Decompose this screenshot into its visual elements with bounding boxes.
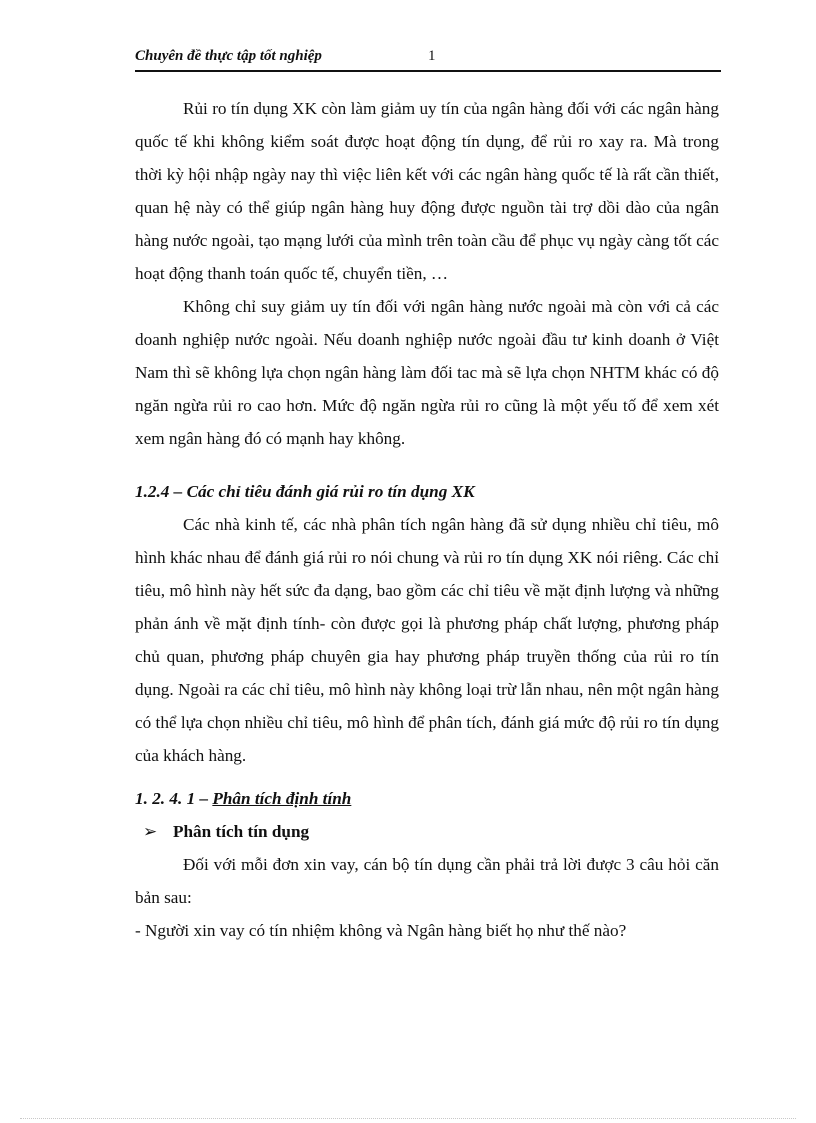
spacer bbox=[135, 772, 719, 782]
spacer bbox=[135, 455, 719, 475]
paragraph-question-1: - Người xin vay có tín nhiệm không và Ngân hàng biết họ như thế nào? bbox=[135, 921, 627, 940]
document-body bbox=[135, 92, 719, 947]
page-number: 1 bbox=[428, 48, 436, 64]
paragraph-credit-risk-reputation: Rủi ro tín dụng XK còn làm giảm uy tín của ngân hàng đối với các ngân hàng quốc tế khi không kiểm soát được hoạt động tín dụng, để rủi ro xay ra. Mà trong thời kỳ hội nhập ngày nay thì việc liên kết với các ngân hàng quốc tế là rất cần thiết, quan hệ này có thể giúp ngân hàng huy động được nguồn tài trợ dồi dào của ngân hàng nước ngoài, tạo mạng lưới của mình trên toàn cầu để phục vụ ngày càng tốt các hoạt động thanh toán quốc tế, chuyển tiền, … bbox=[135, 99, 719, 283]
section-heading: 1.2.4 – Các chỉ tiêu đánh giá rủi ro tín dụng XK bbox=[135, 482, 475, 501]
subsection-label: Phân tích định tính bbox=[212, 789, 352, 808]
subsection-number: 1. 2. 4. 1 – bbox=[135, 789, 213, 808]
bullet-text: Phân tích tín dụng bbox=[173, 822, 310, 841]
arrow-bullet-icon: ➢ bbox=[143, 822, 158, 841]
paragraph-foreign-enterprises: Không chỉ suy giảm uy tín đối với ngân hàng nước ngoài mà còn với cả các doanh nghiệp nước ngoài. Nếu doanh nghiệp nước ngoài đầu tư kinh doanh ở Việt Nam thì sẽ không lựa chọn ngân hàng làm đối tac mà sẽ lựa chọn NHTM khác có độ ngăn ngừa rủi ro cao hơn. Mức độ ngăn ngừa rủi ro cũng là một yếu tố để xem xét xem ngân hàng đó có mạnh hay không. bbox=[135, 297, 719, 448]
bullet-credit-analysis bbox=[135, 815, 719, 848]
page-header bbox=[135, 46, 721, 72]
header-title: Chuyên đề thực tập tốt nghiệp bbox=[135, 48, 322, 64]
subsection-heading bbox=[135, 782, 719, 815]
paragraph-loan-questions: Đối với mỗi đơn xin vay, cán bộ tín dụng cần phải trả lời được 3 câu hỏi căn bản sau: bbox=[135, 855, 719, 907]
page-bottom-border bbox=[20, 1118, 796, 1119]
paragraph-risk-indicators: Các nhà kinh tế, các nhà phân tích ngân hàng đã sử dụng nhiều chỉ tiêu, mô hình khác nhau để đánh giá rủi ro nói chung và rủi ro tín dụng XK nói riêng. Các chỉ tiêu, mô hình này hết sức đa dạng, bao gồm các chỉ tiêu về mặt định lượng và những phản ánh về mặt định tính- còn được gọi là phương pháp chất lượng, phương pháp chủ quan, phương pháp chuyên gia hay phương pháp truyền thống của rủi ro tín dụng. Ngoài ra các chỉ tiêu, mô hình này không loại trừ lẫn nhau, nên một ngân hàng có thể lựa chọn nhiều chỉ tiêu, mô hình để phân tích, đánh giá mức độ rủi ro tín dụng của khách hàng. bbox=[135, 515, 719, 765]
